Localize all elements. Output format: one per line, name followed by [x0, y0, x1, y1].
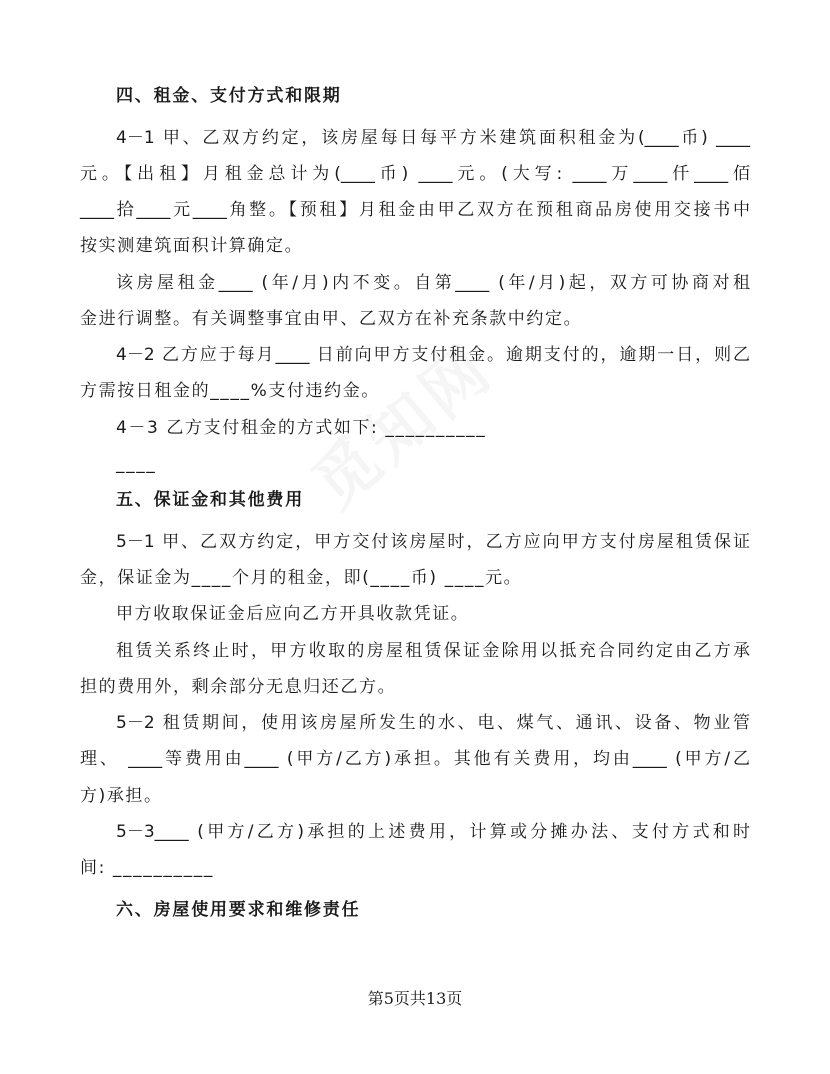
paragraph-line: 担的费用外，剩余部分无息归还乙方。 — [80, 677, 397, 697]
paragraph-line: 方需按日租金的____%支付违约金。 — [80, 381, 380, 401]
paragraph-line: 租赁关系终止时，甲方收取的房屋租赁保证金除用以抵充合同约定由乙方承 — [116, 641, 750, 661]
paragraph-line: 理、 ____等费用由____ (甲方/乙方)承担。其他有关费用，均由____ (甲方/乙 — [80, 749, 750, 769]
paragraph-line: 5－3____ (甲方/乙方)承担的上述费用，计算或分摊办法、支付方式和时 — [116, 822, 750, 842]
paragraph-line: 甲方收取保证金后应向乙方开具收款凭证。 — [116, 604, 470, 624]
paragraph-line: 元。【出租】月租金总计为(____币) ____元。(大写: ____万____仟____佰 — [80, 164, 750, 184]
paragraph-line: 金，保证金为____个月的租金，即(____币) ____元。 — [80, 568, 523, 588]
page-number: 第5页共13页 — [367, 989, 463, 1008]
paragraph-line: 金进行调整。有关调整事宜由甲、乙双方在补充条款中约定。 — [80, 309, 583, 329]
paragraph-line: 4－1 甲、乙双方约定，该房屋每日每平方米建筑面积租金为(____币) ____ — [116, 128, 750, 148]
paragraph-line: 5－2 租赁期间，使用该房屋所发生的水、电、煤气、通讯、设备、物业管 — [116, 713, 750, 733]
paragraph-line: 方)承担。 — [80, 786, 163, 806]
section-heading-deposit: 五、保证金和其他费用 — [116, 490, 304, 510]
paragraph-line: ____拾____元____角整。【预租】月租金由甲乙双方在预租商品房使用交接书中 — [80, 200, 750, 220]
blank-line: ____ — [116, 454, 157, 474]
paragraph-line: 4－2 乙方应于每月____ 日前向甲方支付租金。逾期支付的，逾期一日，则乙 — [116, 345, 750, 365]
paragraph-line: 5－1 甲、乙双方约定，甲方交付该房屋时，乙方应向甲方支付房屋租赁保证 — [116, 532, 750, 552]
paragraph-line: 4－3 乙方支付租金的方式如下: __________ — [116, 418, 487, 438]
paragraph-line: 该房屋租金____ (年/月)内不变。自第____ (年/月)起，双方可协商对租 — [116, 273, 750, 293]
section-heading-rent: 四、租金、支付方式和限期 — [116, 86, 342, 106]
paragraph-line: 按实测建筑面积计算确定。 — [80, 236, 304, 256]
paragraph-line: 间: __________ — [80, 858, 214, 878]
section-heading-usage: 六、房屋使用要求和维修责任 — [116, 900, 361, 920]
